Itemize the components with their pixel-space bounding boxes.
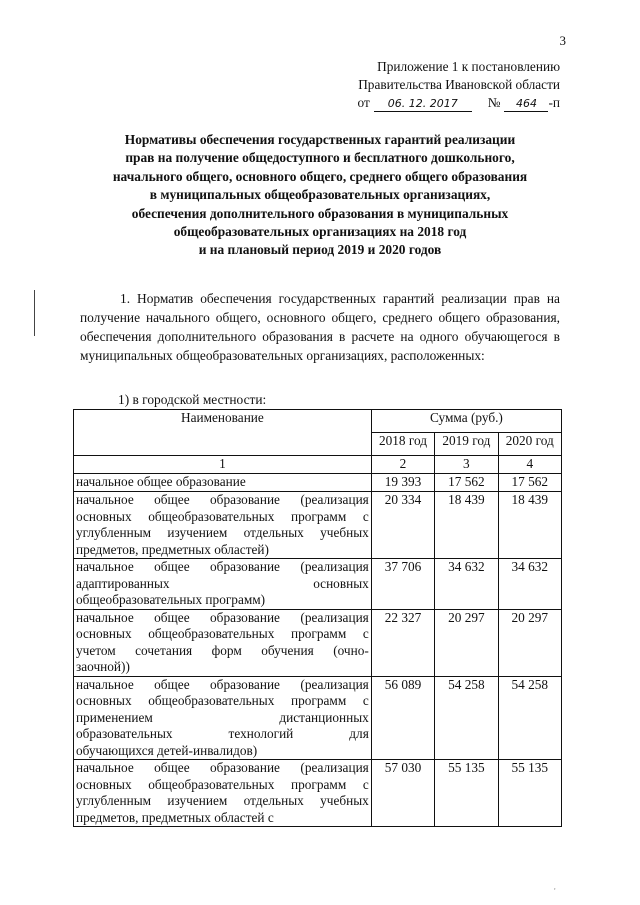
row-value-2019: 54 258 — [435, 676, 498, 760]
handwritten-number: 464 — [504, 97, 548, 112]
row-name-line: начальное общее образование (реализация — [76, 559, 369, 574]
appendix-block — [300, 58, 560, 112]
row-name — [74, 609, 372, 676]
column-number: 2 — [371, 456, 434, 474]
row-name-line: общеобразовательных программ) — [76, 592, 266, 607]
row-value-2018: 56 089 — [371, 676, 434, 760]
header-year-2018: 2018 год — [371, 433, 434, 456]
column-number: 4 — [498, 456, 561, 474]
title-line: прав на получение общедоступного и бесплатного дошкольного, — [125, 150, 515, 166]
table-row — [74, 474, 562, 492]
row-value-2020: 17 562 — [498, 474, 561, 492]
table-row — [74, 676, 562, 760]
header-name: Наименование — [74, 410, 372, 456]
row-value-2018: 57 030 — [371, 760, 434, 827]
appendix-line-1: Приложение 1 к постановлению — [377, 59, 560, 74]
row-name-line: основных общеобразовательных программ с — [76, 508, 369, 524]
row-name — [74, 474, 372, 492]
row-value-2020: 54 258 — [498, 676, 561, 760]
norm-paragraph: 1. Норматив обеспечения государственных гарантий реализации прав на получение начального общего, основного общего, среднего общего образования, обеспечения дополнительного образования в расчете на одного обучающегося в муниципальных общеобразовательных организациях, расположенных: — [80, 291, 560, 363]
column-numbers-row — [74, 456, 562, 474]
title-line: Нормативы обеспечения государственных гарантий реализации — [124, 132, 516, 147]
row-name — [74, 492, 372, 559]
row-name-line: начальное общее образование — [76, 474, 246, 489]
row-value-2019: 17 562 — [435, 474, 498, 492]
row-name-line: образовательных технологий для — [76, 726, 369, 741]
date-label: от — [357, 95, 370, 110]
row-value-2019: 18 439 — [435, 492, 498, 559]
number-suffix: -п — [548, 95, 560, 110]
row-value-2019: 34 632 — [435, 559, 498, 610]
row-name-line: учетом сочетания форм обучения (очно- — [76, 642, 369, 658]
title-line: начального общего, основного общего, среднего общего образования — [112, 168, 528, 184]
row-name-line: предметов, предметных областей) — [76, 541, 269, 557]
row-name — [74, 676, 372, 760]
document-title — [80, 131, 560, 260]
row-value-2020: 20 297 — [498, 609, 561, 676]
title-line: обеспечения дополнительного образования в муниципальных — [131, 205, 509, 221]
row-name-line: углубленным изучением отдельных учебных — [76, 525, 369, 540]
margin-mark — [34, 290, 35, 336]
row-name-line: начальное общее образование (реализация — [76, 492, 369, 507]
header-year-2019: 2019 год — [435, 433, 498, 456]
row-name-line: заочной)) — [76, 659, 130, 674]
page-number: 3 — [559, 33, 566, 48]
row-name — [74, 559, 372, 610]
row-value-2020: 34 632 — [498, 559, 561, 610]
handwritten-date: 06. 12. 2017 — [374, 97, 472, 112]
column-number: 1 — [74, 456, 372, 474]
row-name-line: адаптированных основных — [76, 575, 369, 591]
row-value-2020: 55 135 — [498, 760, 561, 827]
row-name-line: начальное общее образование (реализация — [76, 760, 369, 775]
title-line: в муниципальных общеобразовательных организациях, — [149, 187, 491, 203]
row-name-line: применением дистанционных — [76, 709, 369, 725]
scan-mark: · — [553, 885, 556, 895]
header-sum: Сумма (руб.) — [371, 410, 561, 433]
row-name-line: углубленным изучением отдельных учебных — [76, 793, 369, 808]
table-row — [74, 760, 562, 827]
row-name-line: основных общеобразовательных программ с — [76, 626, 369, 641]
number-label: № — [487, 95, 501, 110]
header-year-2020: 2020 год — [498, 433, 561, 456]
title-line: и на плановый период 2019 и 2020 годов — [198, 242, 442, 258]
appendix-line-3 — [300, 94, 560, 112]
row-value-2018: 37 706 — [371, 559, 434, 610]
row-name-line: начальное общее образование (реализация — [76, 676, 369, 692]
row-value-2018: 22 327 — [371, 609, 434, 676]
appendix-line-2: Правительства Ивановской области — [358, 77, 560, 92]
norms-table — [73, 409, 562, 827]
row-name-line: предметов, предметных областей с — [76, 809, 274, 825]
title-line: общеобразовательных организациях на 2018 год — [173, 224, 467, 240]
row-value-2020: 18 439 — [498, 492, 561, 559]
row-value-2018: 20 334 — [371, 492, 434, 559]
column-number: 3 — [435, 456, 498, 474]
row-name-line: начальное общее образование (реализация — [76, 609, 369, 625]
table-row — [74, 492, 562, 559]
row-name-line: основных общеобразовательных программ с — [76, 776, 369, 792]
row-value-2018: 19 393 — [371, 474, 434, 492]
table-row — [74, 559, 562, 610]
row-name — [74, 760, 372, 827]
subheading-urban: 1) в городской местности: — [118, 392, 267, 407]
table-row — [74, 609, 562, 676]
row-value-2019: 55 135 — [435, 760, 498, 827]
row-name-line: обучающихся детей-инвалидов) — [76, 742, 258, 758]
row-name-line: основных общеобразовательных программ с — [76, 693, 369, 708]
row-value-2019: 20 297 — [435, 609, 498, 676]
